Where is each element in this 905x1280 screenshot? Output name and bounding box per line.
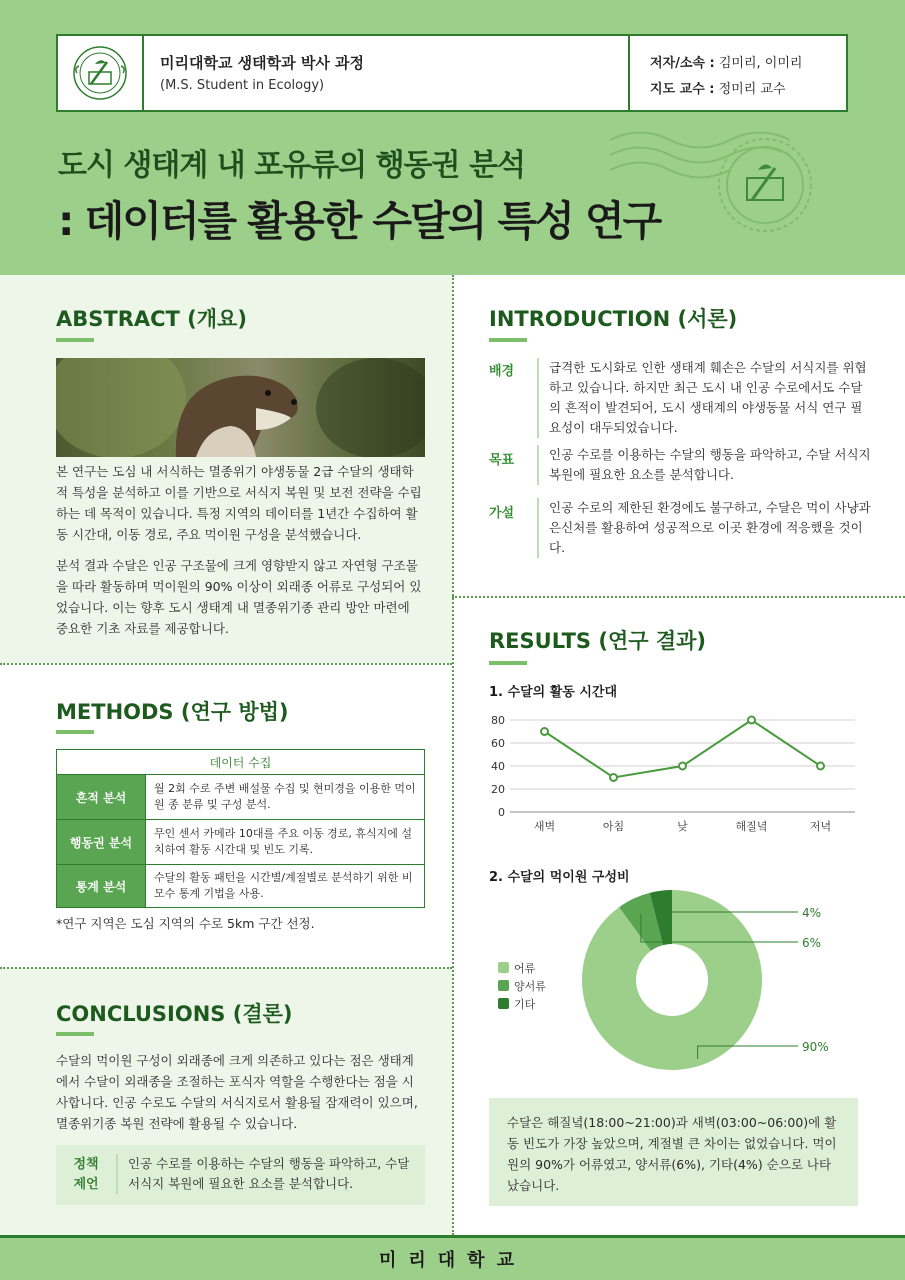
introduction-title: INTRODUCTION (서론) [489, 307, 738, 331]
methods-table-header: 데이터 수집 [57, 750, 425, 775]
policy-label-line: 정책 [73, 1157, 99, 1172]
x-tick-label: 새벽 [533, 820, 556, 833]
program-name-english: (M.S. Student in Ecology) [160, 78, 325, 93]
slice-value-label: 90% [802, 1040, 829, 1054]
x-tick-label: 아침 [602, 820, 625, 833]
methods-note: *연구 지역은 도심 지역의 수로 5km 구간 선정. [56, 916, 315, 931]
method-key: 흔적 분석 [57, 775, 146, 820]
legend-swatch [498, 962, 509, 973]
food-donut-chart [480, 890, 870, 1070]
poster-title: 도시 생태계 내 포유류의 행동권 분석 [58, 148, 525, 183]
advisor-row [650, 78, 786, 97]
university-logo [58, 36, 144, 110]
section-divider [0, 663, 452, 665]
results-summary-box: 수달은 해질녘(18:00~21:00)과 새벽(03:00~06:00)에 활동 빈도가 가장 높았으며, 계절별 큰 차이는 없었습니다. 먹이원의 90%가 어류였고, 양서류(6%), 기타(4%) 순으로 나타났습니다. [489, 1098, 858, 1206]
title-underline [489, 338, 527, 342]
legend-label: 어류 [514, 962, 536, 975]
title-underline [56, 730, 94, 734]
column-divider [452, 275, 454, 1235]
conclusions-paragraph: 수달의 먹이원 구성이 외래종에 크게 의존하고 있다는 점은 생태계에서 수달이 외래종을 조절하는 포식자 역할을 수행한다는 점을 시사합니다. 인공 수로도 수달의 서식지로서 활용될 잠재력이 있으며, 멸종위기종 복원 전략에 활용될 수 있습니다. [56, 1053, 418, 1131]
conclusions-title: CONCLUSIONS (결론) [56, 1002, 293, 1026]
y-tick-label: 60 [491, 737, 505, 750]
data-point [610, 774, 617, 781]
method-key: 통계 분석 [57, 865, 146, 908]
authors-row [650, 52, 802, 71]
y-tick-label: 0 [498, 806, 505, 819]
stamp-emblem-icon [747, 164, 783, 200]
intro-value-hypothesis: 인공 수로의 제한된 환경에도 불구하고, 수달은 먹이 사냥과 은신처를 활용하여 성공적으로 이곳 환경에 적응했을 것이다. [537, 498, 871, 558]
legend-label: 기타 [514, 998, 536, 1011]
authors-label: 저자/소속 : [650, 56, 715, 71]
intro-value-background: 급격한 도시화로 인한 생태계 훼손은 수달의 서식지를 위협하고 있습니다. 하지만 최근 도시 내 인공 수로에서도 수달의 흔적이 발견되어, 도시 생태계의 야생동물 서식 연구 필요성이 대두되었습니다. [537, 358, 871, 438]
chart1-title: 1. 수달의 활동 시간대 [489, 685, 618, 700]
x-tick-label: 저녁 [809, 820, 832, 833]
table-row [57, 865, 425, 908]
methods-table [56, 749, 425, 908]
university-emblem-icon [71, 44, 129, 102]
method-key: 행동권 분석 [57, 820, 146, 865]
legend-swatch [498, 998, 509, 1009]
table-row [57, 820, 425, 865]
header-divider [628, 36, 630, 110]
intro-value-goal: 인공 수로를 이용하는 수달의 행동을 파악하고, 수달 서식지 복원에 필요한 요소를 분석합니다. [537, 445, 871, 485]
method-value: 무인 센서 카메라 10대를 주요 이동 경로, 휴식지에 설치하여 활동 시간대 및 빈도 기록. [146, 820, 425, 865]
pie-slice [582, 890, 762, 1070]
y-tick-label: 40 [491, 760, 505, 773]
results-title: RESULTS (연구 결과) [489, 629, 707, 653]
advisor-value: 정미리 교수 [718, 82, 786, 97]
title-underline [56, 338, 94, 342]
footer-university-name: 미리대학교 [379, 1250, 526, 1271]
legend-swatch [498, 980, 509, 991]
table-row [57, 775, 425, 820]
method-value: 수달의 활동 패턴을 시간별/계절별로 분석하기 위한 비모수 통계 기법을 사용. [146, 865, 425, 908]
data-point [541, 728, 548, 735]
advisor-label: 지도 교수 : [650, 82, 715, 97]
abstract-title: ABSTRACT (개요) [56, 307, 247, 331]
policy-text: 인공 수로를 이용하는 수달의 행동을 파악하고, 수달 서식지 복원에 필요한 요소를 분석합니다. [116, 1154, 418, 1194]
footer [0, 1235, 905, 1280]
abstract-paragraph-2: 분석 결과 수달은 인공 구조물에 크게 영향받지 않고 자연형 구조물을 따라 활동하며 먹이원의 90% 이상이 외래종 어류로 구성되어 있었습니다. 이는 향후 도시 생태계 내 멸종위기종 관리 방안 마련에 중요한 기초 자료를 제공합니다. [56, 558, 422, 636]
activity-line-chart [480, 708, 870, 840]
data-point [748, 717, 755, 724]
policy-label-line: 제언 [73, 1177, 99, 1192]
header-info-box [56, 34, 848, 112]
data-point [679, 763, 686, 770]
slice-value-label: 4% [802, 906, 822, 920]
intro-key-background: 배경 [489, 364, 515, 379]
authors-value: 김미리, 이미리 [718, 56, 803, 71]
policy-label [70, 1155, 102, 1195]
x-tick-label: 낮 [677, 820, 688, 833]
program-name: 미리대학교 생태학과 박사 과정 [160, 54, 365, 72]
policy-box [56, 1145, 425, 1205]
methods-table-wrap [56, 749, 425, 908]
poster-subtitle: : 데이터를 활용한 수달의 특성 연구 [58, 197, 661, 245]
slice-value-label: 6% [802, 936, 822, 950]
x-tick-label: 해질녘 [735, 820, 768, 833]
abstract-paragraph-1: 본 연구는 도심 내 서식하는 멸종위기 야생동물 2급 수달의 생태학적 특성을 분석하고 이를 기반으로 서식지 복원 및 보전 전략을 수립하는 데 목적이 있습니다. 특정 지역의 데이터를 1년간 수집하여 활동 시간대, 이동 경로, 주요 먹이원 구성을 분석했습니다. [56, 464, 422, 542]
legend-label: 양서류 [514, 980, 546, 993]
data-point [817, 763, 824, 770]
method-value: 월 2회 수로 주변 배설물 수집 및 현미경을 이용한 먹이원 종 분류 및 구성 분석. [146, 775, 425, 820]
title-underline [489, 661, 527, 665]
y-tick-label: 20 [491, 783, 505, 796]
section-divider [0, 967, 452, 969]
chart2-title: 2. 수달의 먹이원 구성비 [489, 870, 630, 885]
intro-key-goal: 목표 [489, 453, 515, 468]
section-divider [452, 596, 905, 598]
otter-photo [56, 358, 425, 457]
title-underline [56, 1032, 94, 1036]
y-tick-label: 80 [491, 714, 505, 727]
intro-key-hypothesis: 가설 [489, 506, 515, 521]
methods-title: METHODS (연구 방법) [56, 700, 289, 724]
